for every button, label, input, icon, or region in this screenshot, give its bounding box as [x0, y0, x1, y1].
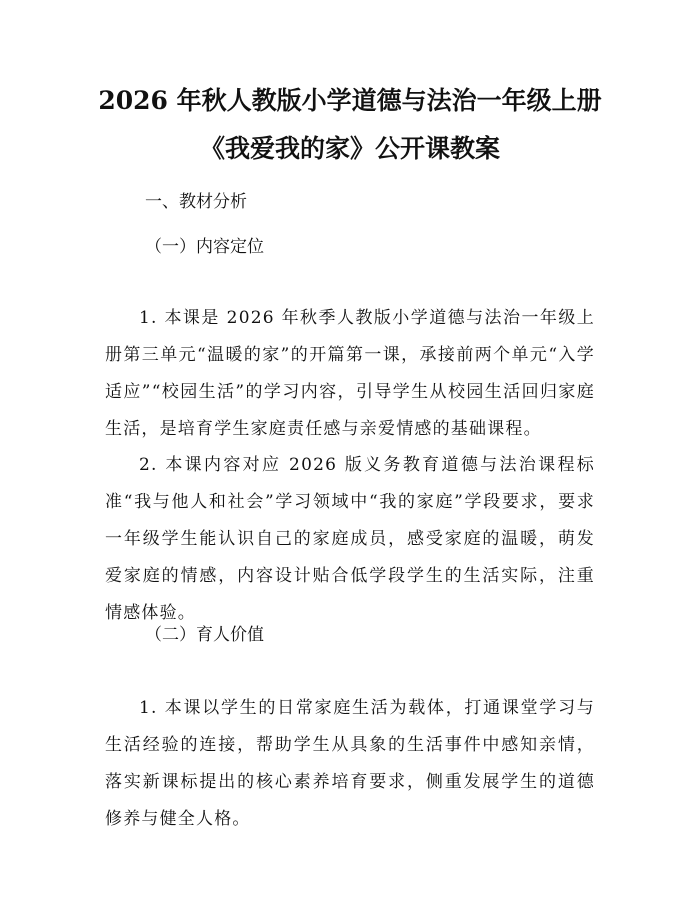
document-title-line2: 《我爱我的家》公开课教案: [199, 134, 500, 163]
subsection-heading-educational-value: （二）育人价值: [145, 625, 264, 645]
document-title-line1: 2026 年秋人教版小学道德与法治一年级上册: [98, 86, 602, 115]
paragraph-content-positioning-2: 2. 本课内容对应 2026 版义务教育道德与法治课程标准“我与他人和社会”学习领域中“我的家庭”学段要求，要求一年级学生能认识自己的家庭成员，感受家庭的温暖，萌发爱家庭的情感，内容设计贴合低学段学生的生活实际，注重情感体验。: [105, 455, 595, 623]
paragraph-content-positioning-1: 1. 本课是 2026 年秋季人教版小学道德与法治一年级上册第三单元“温暖的家”的开篇第一课，承接前两个单元“入学适应”“校园生活”的学习内容，引导学生从校园生活回归家庭生活，是培育学生家庭责任感与亲爱情感的基础课程。: [105, 308, 595, 439]
subsection-heading-content-positioning: （一）内容定位: [145, 237, 264, 257]
section-heading-textbook-analysis: 一、教材分析: [145, 192, 247, 212]
paragraph-educational-value-1: 1. 本课以学生的日常家庭生活为载体，打通课堂学习与生活经验的连接，帮助学生从具象的生活事件中感知亲情，落实新课标提出的核心素养培育要求，侧重发展学生的道德修养与健全人格。: [105, 698, 595, 829]
